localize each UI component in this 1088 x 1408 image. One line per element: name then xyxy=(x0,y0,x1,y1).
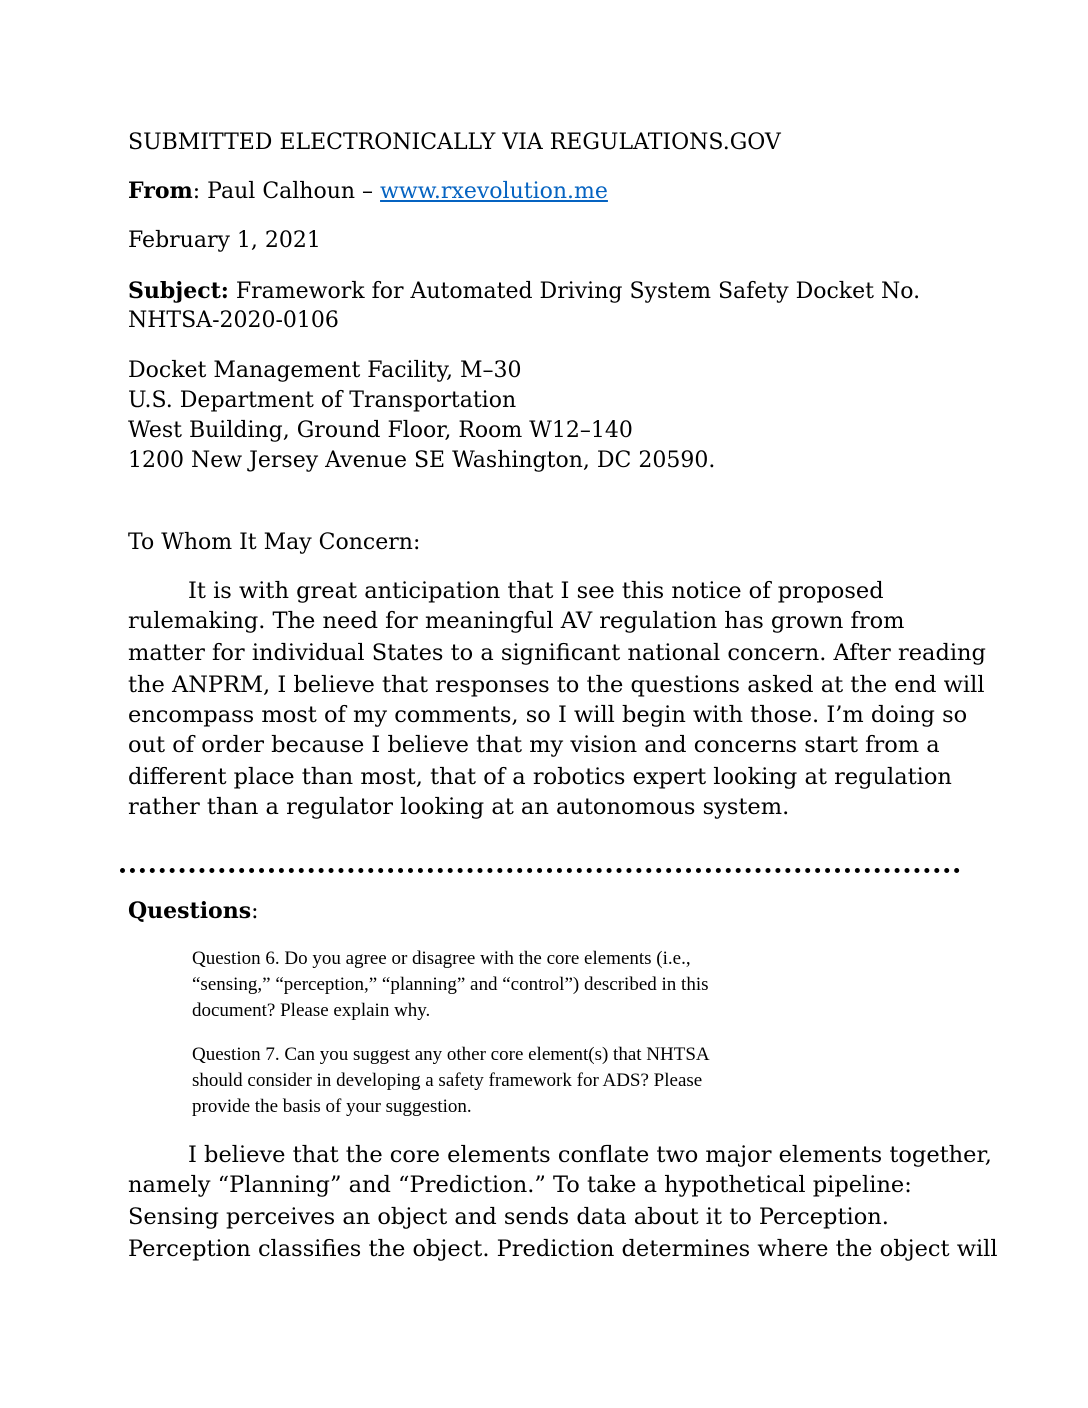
question-line: document? Please explain why. xyxy=(192,1000,431,1021)
subject-docket-number: NHTSA-2020-0106 xyxy=(128,308,339,333)
question-line: should consider in developing a safety framework for ADS? Please xyxy=(192,1070,703,1091)
submission-notice: SUBMITTED ELECTRONICALLY VIA REGULATIONS.GOV xyxy=(128,130,781,155)
paragraph-line: I believe that the core elements conflate two major elements together, xyxy=(188,1142,992,1168)
paragraph-line: It is with great anticipation that I see this notice of proposed xyxy=(188,578,884,604)
from-name: : Paul Calhoun – xyxy=(192,179,381,204)
questions-colon: : xyxy=(251,899,259,924)
paragraph-line: out of order because I believe that my vision and concerns start from a xyxy=(128,732,940,758)
question-line: Question 7. Can you suggest any other core element(s) that NHTSA xyxy=(192,1044,710,1065)
paragraph-line: namely “Planning” and “Prediction.” To take a hypothetical pipeline: xyxy=(128,1172,912,1198)
questions-heading xyxy=(128,896,259,927)
subject-text: Framework for Automated Driving System Safety Docket No. xyxy=(228,279,921,304)
subject-line xyxy=(128,276,920,307)
paragraph-line: rulemaking. The need for meaningful AV regulation has grown from xyxy=(128,608,905,634)
address-line: U.S. Department of Transportation xyxy=(128,388,517,413)
paragraph-line: Sensing perceives an object and sends data about it to Perception. xyxy=(128,1204,889,1230)
website-link[interactable]: www.rxevolution.me xyxy=(380,179,608,204)
paragraph-line: encompass most of my comments, so I will begin with those. I’m doing so xyxy=(128,702,968,728)
address-line: 1200 New Jersey Avenue SE Washington, DC 20590. xyxy=(128,448,716,473)
questions-label: Questions xyxy=(128,898,252,924)
question-line: “sensing,” “perception,” “planning” and “control”) described in this xyxy=(192,974,709,995)
from-line xyxy=(128,176,608,207)
from-label: From xyxy=(128,178,193,204)
subject-label: Subject: xyxy=(128,278,229,304)
paragraph-line: the ANPRM, I believe that responses to the questions asked at the end will xyxy=(128,672,985,698)
paragraph-line: rather than a regulator looking at an autonomous system. xyxy=(128,794,790,820)
address-line: West Building, Ground Floor, Room W12–140 xyxy=(128,418,633,443)
document-page xyxy=(128,0,998,1408)
letter-date: February 1, 2021 xyxy=(128,228,321,253)
question-line: provide the basis of your suggestion. xyxy=(192,1096,472,1117)
paragraph-line: matter for individual States to a significant national concern. After reading xyxy=(128,640,986,666)
salutation: To Whom It May Concern: xyxy=(128,530,421,555)
question-line: Question 6. Do you agree or disagree with the core elements (i.e., xyxy=(192,948,691,969)
paragraph-line: different place than most, that of a robotics expert looking at regulation xyxy=(128,764,952,790)
dotted-divider xyxy=(120,868,960,873)
paragraph-line: Perception classifies the object. Prediction determines where the object will xyxy=(128,1236,998,1262)
address-line: Docket Management Facility, M–30 xyxy=(128,358,522,383)
